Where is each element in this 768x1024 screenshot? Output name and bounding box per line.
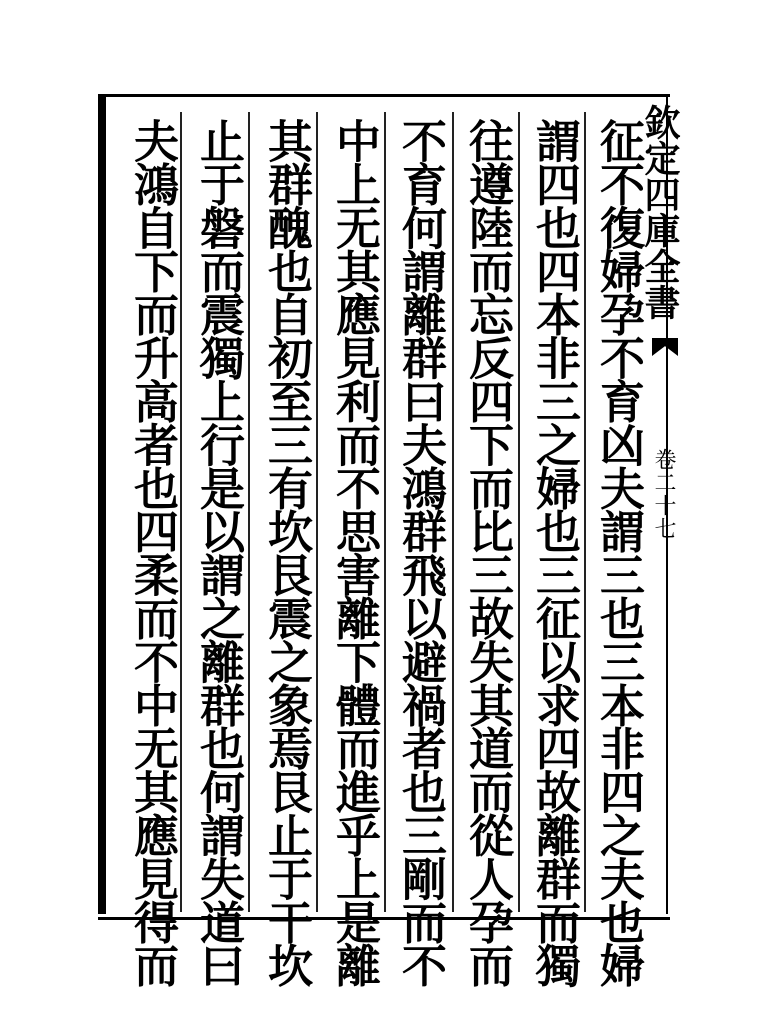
column-rule: [180, 112, 182, 912]
column-rule: [316, 112, 318, 912]
book-title: 欽定四庫全書: [639, 104, 681, 320]
text-column-2: 謂四也四本非三之婦也三征以求四故離群而獨: [528, 118, 581, 987]
column-rule: [248, 112, 250, 912]
text-column-8: 夫鴻自下而升高者也四柔而不中无其應見得而: [126, 118, 179, 987]
column-rule: [384, 112, 386, 912]
left-border: [98, 94, 106, 914]
volume-label: 卷二十七: [651, 448, 676, 540]
text-column-1: 征不復婦孕不育凶夫謂三也三本非四之夫也婦: [592, 118, 645, 987]
text-column-6: 其群醜也自初至三有坎艮震之象焉艮止于干坎: [260, 118, 313, 987]
column-rule: [584, 112, 586, 912]
text-column-7: 止于磐而震獨上行是以謂之離群也何謂失道曰: [192, 118, 245, 987]
column-rule: [452, 112, 454, 912]
text-column-4: 不育何謂離群曰夫鴻群飛以避禍者也三剛而不: [394, 118, 447, 987]
text-column-5: 中上无其應見利而不思害離下體而進乎上是離: [328, 118, 381, 987]
column-rule: [518, 112, 520, 912]
text-column-3: 往遵陸而忘反四下而比三故失其道而從人孕而: [461, 118, 514, 987]
